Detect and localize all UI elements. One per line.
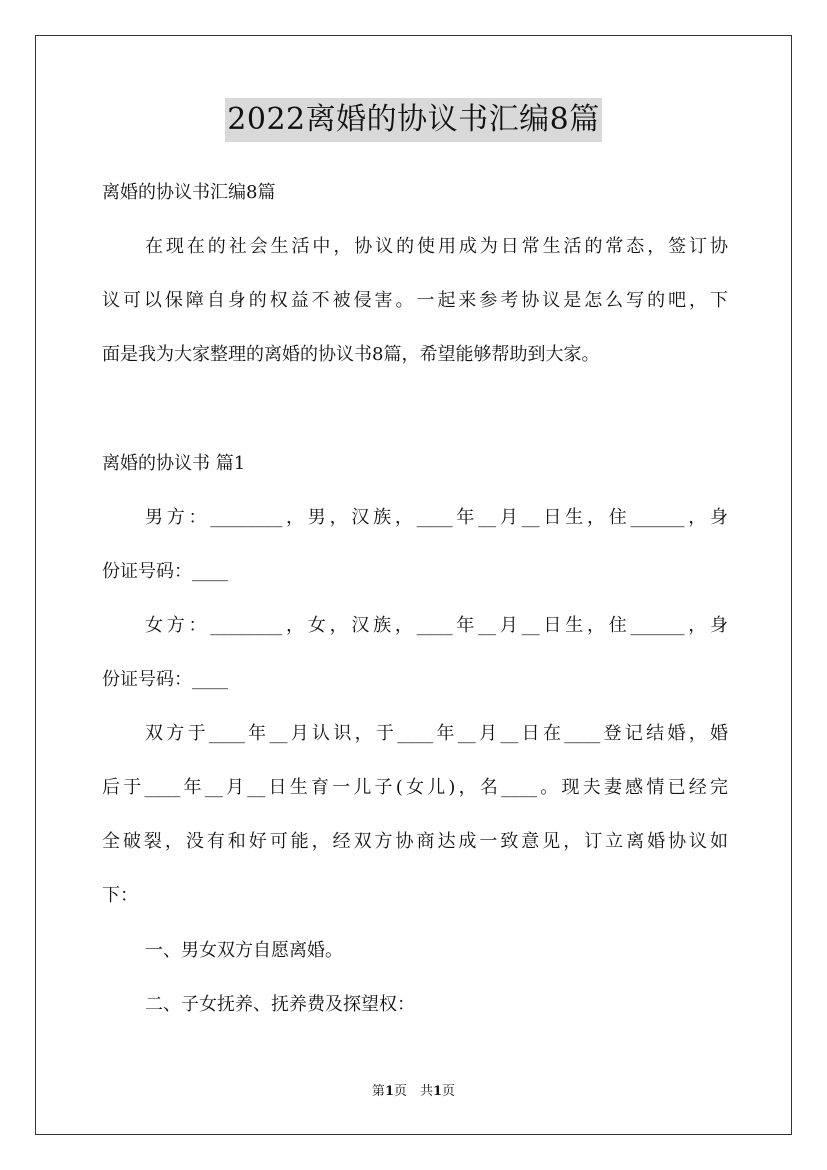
intro-line-1: 在现在的社会生活中，协议的使用成为日常生活的常态，签订协 xyxy=(145,236,728,257)
footer-total-pages: 1 xyxy=(433,1084,443,1099)
title-container xyxy=(0,98,827,142)
male-party-line-1: 男方：________，男，汉族，____年__月__日生，住______，身 xyxy=(145,507,728,528)
intro-line-2: 议可以保障自身的权益不被侵害。一起来参考协议是怎么写的吧，下 xyxy=(102,290,728,311)
marriage-line-1: 双方于____年__月认识，于____年__月__日在____登记结婚，婚 xyxy=(145,723,728,744)
male-party-line-2: 份证号码：____ xyxy=(102,561,228,582)
female-party-line-1: 女方：________，女，汉族，____年__月__日生，住______，身 xyxy=(145,615,728,636)
section-heading-1: 离婚的协议书 篇1 xyxy=(102,453,246,474)
footer-page-number: 1 xyxy=(384,1084,394,1099)
subtitle-line: 离婚的协议书汇编8篇 xyxy=(102,182,276,203)
clause-1: 一、男女双方自愿离婚。 xyxy=(145,940,343,961)
female-party-line-2: 份证号码：____ xyxy=(102,669,228,690)
marriage-line-2: 后于____年__月__日生育一儿子(女儿)，名____。现夫妻感情已经完 xyxy=(102,777,728,798)
footer-page-prefix: 第 xyxy=(371,1084,385,1099)
footer-page-suffix: 页 xyxy=(442,1084,456,1099)
intro-line-3: 面是我为大家整理的离婚的协议书8篇，希望能够帮助到大家。 xyxy=(102,344,600,365)
footer-page-mid: 页 共 xyxy=(393,1084,433,1099)
marriage-line-4: 下： xyxy=(102,885,138,906)
marriage-line-3: 全破裂，没有和好可能，经双方协商达成一致意见，订立离婚协议如 xyxy=(102,831,728,852)
page-footer xyxy=(0,1083,827,1101)
document-title: 2022离婚的协议书汇编8篇 xyxy=(225,98,601,142)
clause-2: 二、子女抚养、抚养费及探望权： xyxy=(145,994,415,1015)
